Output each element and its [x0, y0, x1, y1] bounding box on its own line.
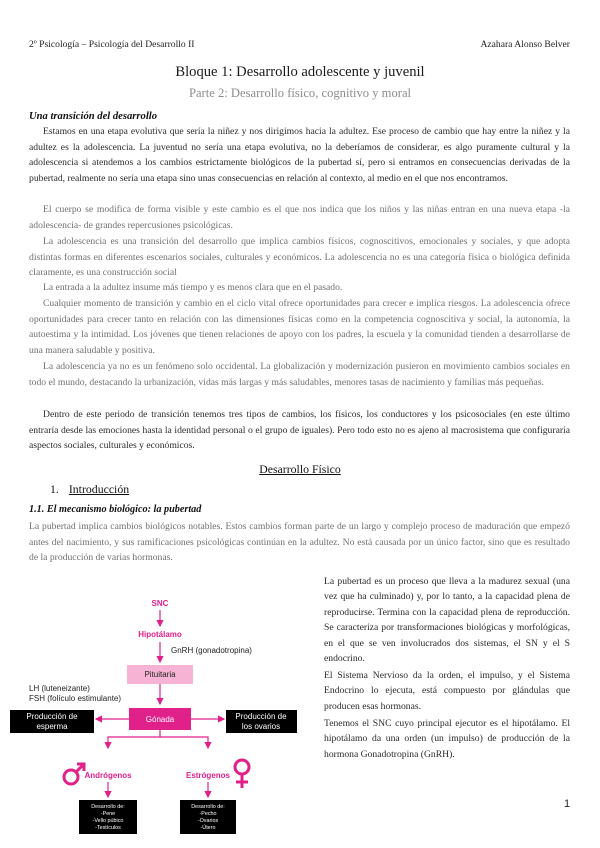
page-title: Bloque 1: Desarrollo adolescente y juvenil: [175, 64, 425, 80]
ovarios-line1: Producción de: [235, 712, 287, 721]
esperma-line2: esperma: [36, 722, 68, 731]
ovarios-line2: los ovarios: [241, 722, 281, 731]
header-right: Azahara Alonso Belver: [480, 39, 570, 50]
arrow-estrogenos: [160, 737, 208, 748]
right-paragraph-1: La pubertad es un proceso que lleva a la madurez sexual (una vez que ha culminado) y, por lo tanto, a la capacidad plena de reproducirse. Termina con la capacidad plena de reproducción. Se caracteriza por transformaciones biológicas y morfológicas, en el que se ven involucrados dos sistemas, el SN y el S endocrino.: [324, 576, 570, 665]
paragraph-pubertad: La pubertad implica cambios biológicos notables. Estos cambios forman parte de un largo y complejo proceso de maduración que empezó antes del nacimiento, y sus ramificaciones psicológicas continúan en la adultez. No está causada por un único factor, sino que es resultado de la producción de varias hormonas.: [29, 521, 570, 563]
hipotalamo-label: Hipotálamo: [138, 630, 182, 639]
paragraph-7: Dentro de este periodo de transición tenemos tres tipos de cambios, los físicos, los conductores y los psicosociales (en este último entraría desde las emociones hasta la identidad personal o el grupo de iguales). Pero todo esto no es ajeno al macrosistema que configuraría aspectos sociales, culturales y económicos.: [29, 409, 570, 451]
page-subtitle: Parte 2: Desarrollo físico, cognitivo y moral: [188, 86, 412, 100]
estrogenos-label: Estrógenos: [185, 771, 231, 780]
esperma-line1: Producción de: [26, 712, 78, 721]
fsh-label: FSH (folículo estimulante): [29, 694, 122, 703]
right-paragraph-2: El Sistema Nervioso da la orden, el impulso, y el Sistema Endocrino lo ejecuta, está compuesto por glándulas que producen esas hormonas.: [324, 670, 570, 712]
lh-label: LH (luteneizante): [29, 684, 90, 693]
heading-label: Introducción: [68, 482, 130, 496]
box-m-line1: Desarrollo de:: [91, 804, 125, 810]
box-f-line4: -Útero: [200, 825, 216, 831]
section-heading-transition: Una transición del desarrollo: [29, 111, 158, 122]
page-number: 1: [564, 798, 571, 810]
snc-label: SNC: [151, 599, 169, 608]
box-m-line2: -Pene: [100, 811, 116, 817]
subsection-heading: 1.1. El mecanismo biológico: la pubertad: [29, 504, 202, 515]
heading-number: 1.: [50, 482, 59, 496]
paragraph-1: Estamos en una etapa evolutiva que sería la niñez y nos dirigimos hacia la adultez. Ese proceso de cambio que hay entre la niñez y la adultez es la adolescencia. La juventud no sería una etapa evolutiva, no la deberíamos de considerar, es algo puramente cultural y la adolescencia si atendemos a los cambios estrictamente biológicos de la pubertad sí, pero si entramos en consecuencias derivadas de la pubertad, realmente no sería una etapa sino unas consecuencias en relación al contexto, al medio en el que nos encontramos.: [29, 126, 570, 184]
heading-introduccion: [50, 482, 129, 497]
right-paragraph-3: Tenemos el SNC cuyo principal ejecutor es el hipotálamo. El hipotálamo da una orden (un impulso) de producción de la hormona Gonadotropina (GnRH).: [324, 718, 570, 760]
header-left: 2º Psicología – Psicología del Desarrollo II: [29, 39, 195, 50]
section-heading-fisico: Desarrollo Físico: [259, 462, 341, 476]
box-f-line3: -Ovarios: [197, 818, 219, 824]
paragraph-3: La adolescencia es una transición del desarrollo que implica cambios físicos, cognoscitivos, emocionales y sociales, y que adopta distintas formas en diferentes escenarios sociales, culturales y económicos. La adolescencia no es una categoría física o biológica definida claramente, es una construcción social: [29, 236, 570, 278]
box-m-line3: -Vello púbico: [92, 818, 124, 824]
male-symbol-icon: [64, 764, 84, 784]
arrow-androgenos: [108, 730, 160, 748]
hormone-diagram: [0, 590, 322, 848]
paragraph-5: Cualquier momento de transición y cambio en el ciclo vital ofrece oportunidades para crecer e implica riesgos. La adolescencia ofrece oportunidades para crecer tanto en relación con las dimensiones físicas como en la competencia cognoscitiva y social, la autonomía, la autoestima y la intimidad. Los jóvenes que tienen relaciones de apoyo con los padres, la escuela y la comunidad tienden a desarrollarse de una manera saludable y positiva.: [29, 298, 570, 356]
paragraph-4: La entrada a la adultez insume más tiempo y es menos clara que en el pasado.: [43, 282, 343, 293]
gnrh-label: GnRH (gonadotropina): [171, 646, 252, 655]
box-f-line1: Desarrollo de:: [191, 804, 225, 810]
paragraph-2: El cuerpo se modifica de forma visible y este cambio es el que nos indica que los niños y las niñas entran en una nueva etapa -la adolescencia- de grandes repercusiones psicológicas.: [29, 204, 570, 231]
gonada-label: Gónada: [145, 715, 175, 724]
pituitaria-label: Pituitaria: [144, 670, 176, 679]
androgenos-label: Andrógenos: [84, 771, 132, 780]
female-symbol-icon: [235, 760, 249, 788]
box-m-line4: -Testículos: [95, 825, 121, 831]
paragraph-6: La adolescencia ya no es un fenómeno solo occidental. La globalización y modernización pusieron en movimiento cambios sociales en todo el mundo, destacando la urbanización, vidas más largas y más saludables, menores tasas de nacimiento y familias más pequeñas.: [29, 361, 570, 388]
box-f-line2: -Pecho: [199, 811, 217, 817]
